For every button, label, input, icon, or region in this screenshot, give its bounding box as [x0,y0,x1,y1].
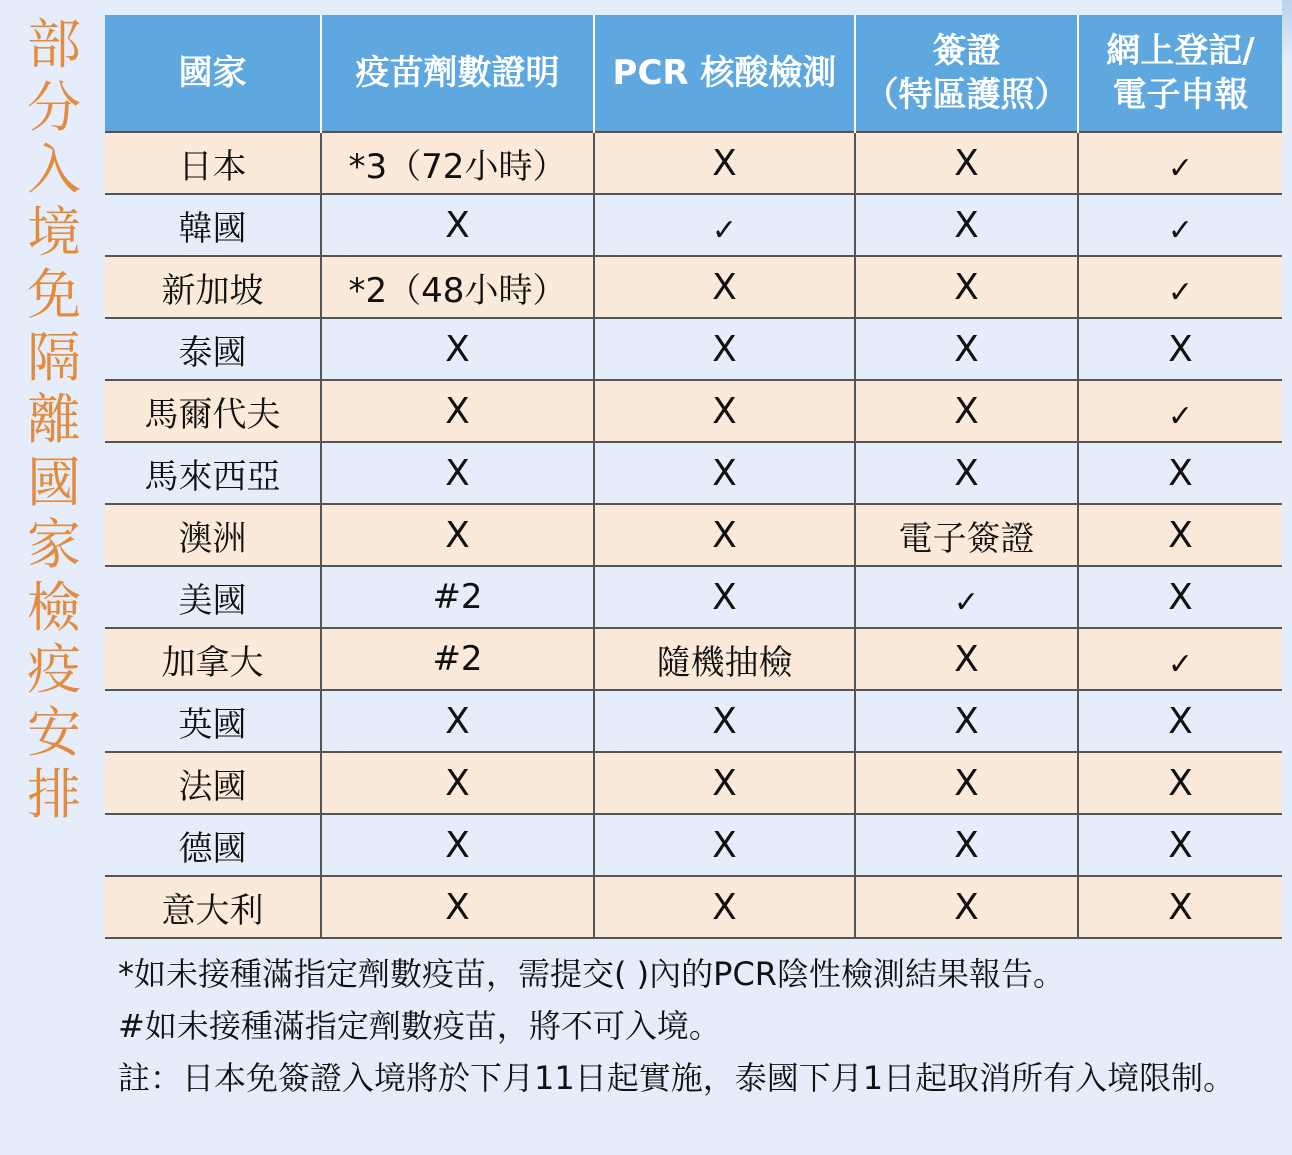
cell-text: 意大利 [161,890,264,931]
side-title-char: 隔 [27,325,81,389]
pcr-test-cell [594,752,855,814]
cross-mark: X [954,886,979,928]
cross-mark: X [445,886,470,928]
cell-text: 加拿大 [161,642,264,683]
side-title-char: 排 [27,763,81,826]
cell-text: 德國 [178,828,247,869]
cross-mark: X [1168,452,1193,494]
vaccine-proof-cell [321,318,594,380]
cross-mark: X [712,142,737,184]
country-cell [105,876,321,938]
visa-cell [855,752,1078,814]
table-row [105,628,1282,690]
cross-mark: X [1168,886,1193,928]
note-no-entry: #如未接種滿指定劑數疫苗，將不可入境。 [118,1007,721,1045]
cell-text: 美國 [178,580,247,621]
country-cell [105,318,321,380]
visa-cell [855,814,1078,876]
country-cell [105,504,321,566]
visa-cell [855,318,1078,380]
table-body [105,132,1282,938]
online-registration-cell [1078,256,1282,318]
cell-text: #2 [432,577,483,617]
table-row [105,876,1282,938]
cross-mark: X [712,762,737,804]
online-registration-cell [1078,318,1282,380]
cross-mark: X [712,514,737,556]
header-vaccine-proof: 疫苗劑數證明 [321,15,594,132]
cell-text: 新加坡 [161,270,264,311]
table-row [105,194,1282,256]
cross-mark: X [445,824,470,866]
pcr-test-cell [594,690,855,752]
cross-mark: X [954,638,979,680]
cell-text: 馬爾代夫 [144,394,281,435]
vaccine-proof-cell [321,194,594,256]
cross-mark: X [954,328,979,370]
table-header-row [105,15,1282,132]
country-cell [105,752,321,814]
pcr-test-cell [594,504,855,566]
cell-text: *2（48小時） [348,270,567,311]
check-mark-icon: ✓ [1167,399,1194,434]
country-cell [105,566,321,628]
cross-mark: X [954,142,979,184]
header-country: 國家 [105,15,321,132]
vaccine-proof-cell [321,256,594,318]
cross-mark: X [445,452,470,494]
cross-mark: X [954,824,979,866]
visa-cell [855,566,1078,628]
vaccine-proof-cell [321,752,594,814]
cell-text: *3（72小時） [348,146,567,187]
visa-cell [855,256,1078,318]
cross-mark: X [712,824,737,866]
country-cell [105,256,321,318]
pcr-test-cell [594,318,855,380]
side-title-char: 入 [27,138,81,201]
side-title-char: 疫 [27,638,81,701]
table-row [105,690,1282,752]
cross-mark: X [712,266,737,308]
online-registration-cell [1078,628,1282,690]
country-cell [105,814,321,876]
table-row [105,566,1282,628]
vaccine-proof-cell [321,690,594,752]
cross-mark: X [954,762,979,804]
side-title-char: 部 [27,13,81,76]
online-registration-cell [1078,690,1282,752]
pcr-test-cell [594,132,855,194]
side-title [22,14,86,827]
online-registration-cell [1078,442,1282,504]
cross-mark: X [712,886,737,928]
cross-mark: X [1168,762,1193,804]
cross-mark: X [712,452,737,494]
cell-text: 法國 [178,766,247,807]
note-japan-thailand: 註：日本免簽證入境將於下月11日起實施，泰國下月1日起取消所有入境限制。 [118,1059,1236,1097]
pcr-test-cell [594,256,855,318]
online-registration-cell [1078,566,1282,628]
cell-text: #2 [432,639,483,679]
country-cell [105,690,321,752]
visa-cell [855,628,1078,690]
cross-mark: X [1168,700,1193,742]
country-cell [105,442,321,504]
side-title-char: 家 [27,513,81,576]
cell-text: 韓國 [178,208,247,249]
country-cell [105,628,321,690]
visa-cell [855,442,1078,504]
header-visa: 簽證 （特區護照） [855,15,1078,132]
footnotes [118,948,1283,1104]
cross-mark: X [712,576,737,618]
visa-cell [855,690,1078,752]
cell-text: 電子簽證 [898,518,1035,559]
vaccine-proof-cell [321,628,594,690]
vaccine-proof-cell [321,876,594,938]
table-row [105,504,1282,566]
online-registration-cell [1078,132,1282,194]
cross-mark: X [954,266,979,308]
online-registration-cell [1078,814,1282,876]
header-pcr-test: PCR 核酸檢測 [594,15,855,132]
check-mark-icon: ✓ [1167,647,1194,682]
cross-mark: X [1168,328,1193,370]
side-title-char: 分 [27,75,81,139]
visa-cell [855,132,1078,194]
side-title-char: 安 [27,700,81,764]
table-row [105,132,1282,194]
corner-accent [1282,0,1292,60]
check-mark-icon: ✓ [1167,213,1194,248]
table-row [105,256,1282,318]
check-mark-icon: ✓ [953,585,980,620]
cross-mark: X [445,762,470,804]
pcr-test-cell [594,876,855,938]
side-title-char: 國 [27,450,81,514]
side-title-char: 免 [27,263,81,326]
side-title-char: 境 [27,200,81,264]
vaccine-proof-cell [321,566,594,628]
online-registration-cell [1078,194,1282,256]
check-mark-icon: ✓ [711,213,738,248]
cross-mark: X [954,452,979,494]
vaccine-proof-cell [321,132,594,194]
visa-cell [855,380,1078,442]
visa-cell [855,876,1078,938]
cross-mark: X [1168,824,1193,866]
online-registration-cell [1078,380,1282,442]
cross-mark: X [445,204,470,246]
cross-mark: X [445,390,470,432]
vaccine-proof-cell [321,504,594,566]
side-title-char: 離 [27,388,81,451]
cross-mark: X [1168,576,1193,618]
cell-text: 隨機抽檢 [656,642,793,683]
pcr-test-cell [594,380,855,442]
visa-cell [855,194,1078,256]
vaccine-proof-cell [321,442,594,504]
online-registration-cell [1078,876,1282,938]
country-cell [105,380,321,442]
visa-cell [855,504,1078,566]
cross-mark: X [1168,514,1193,556]
table-row [105,442,1282,504]
country-cell [105,194,321,256]
pcr-test-cell [594,628,855,690]
vaccine-proof-cell [321,814,594,876]
table-row [105,318,1282,380]
country-cell [105,132,321,194]
cell-text: 英國 [178,704,247,745]
note-vaccine-pcr: *如未接種滿指定劑數疫苗，需提交( )內的PCR陰性檢測結果報告。 [118,955,1066,993]
pcr-test-cell [594,814,855,876]
pcr-test-cell [594,566,855,628]
cross-mark: X [954,700,979,742]
cross-mark: X [712,700,737,742]
table-row [105,752,1282,814]
cell-text: 日本 [178,146,247,187]
vaccine-proof-cell [321,380,594,442]
pcr-test-cell [594,442,855,504]
cross-mark: X [445,700,470,742]
cross-mark: X [954,204,979,246]
cell-text: 泰國 [178,332,247,373]
pcr-test-cell [594,194,855,256]
online-registration-cell [1078,752,1282,814]
online-registration-cell [1078,504,1282,566]
cross-mark: X [712,390,737,432]
table-row [105,814,1282,876]
check-mark-icon: ✓ [1167,275,1194,310]
cross-mark: X [445,514,470,556]
cross-mark: X [712,328,737,370]
quarantine-table [105,15,1282,939]
cross-mark: X [445,328,470,370]
cell-text: 澳洲 [178,518,247,559]
header-online-registration: 網上登記/ 電子申報 [1078,15,1282,132]
cross-mark: X [954,390,979,432]
table-row [105,380,1282,442]
check-mark-icon: ✓ [1167,151,1194,186]
cell-text: 馬來西亞 [144,456,281,497]
side-title-char: 檢 [27,575,81,639]
